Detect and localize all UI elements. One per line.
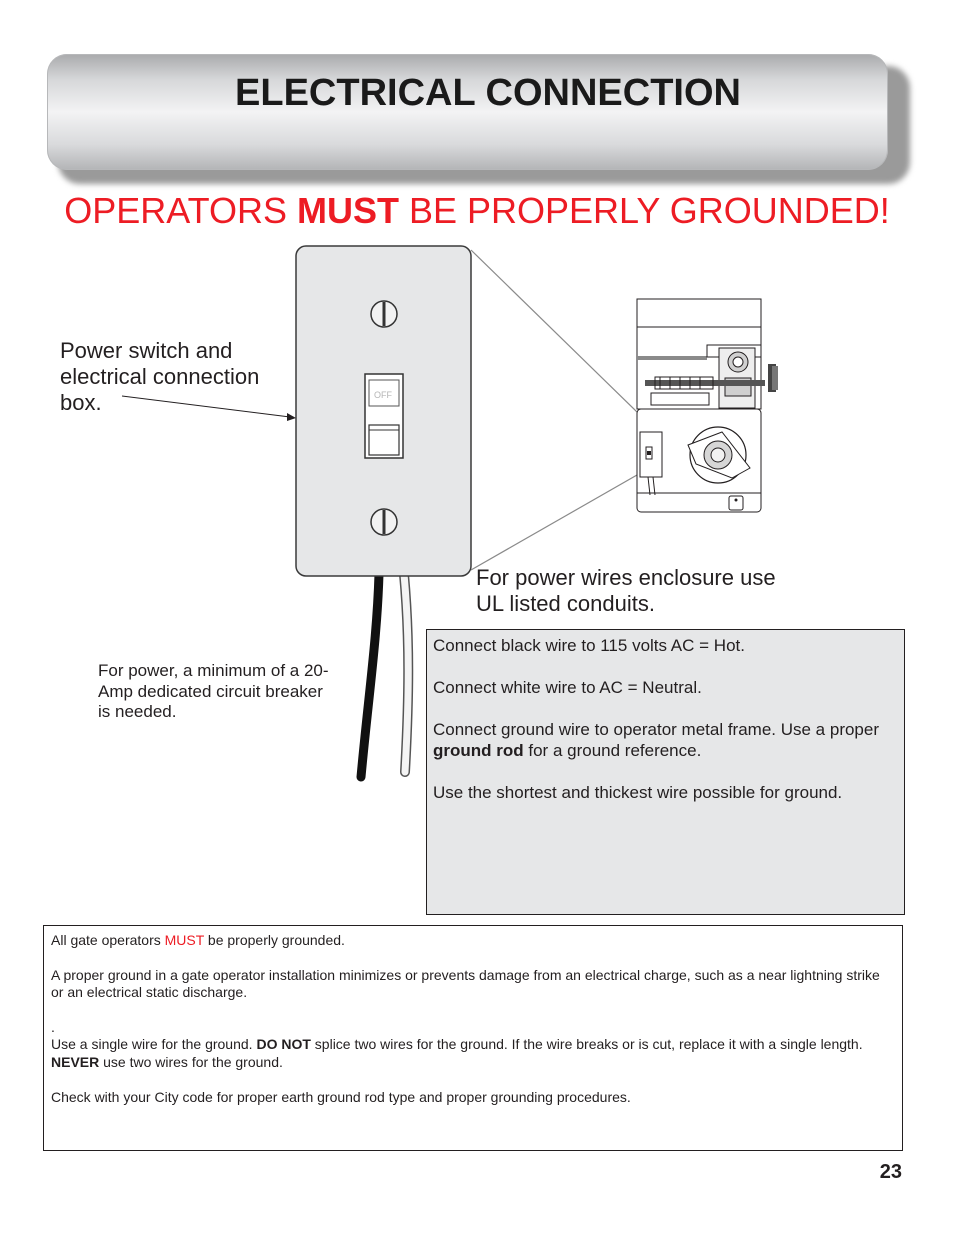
switch-box-label: Power switch and electrical connection box. xyxy=(60,338,260,415)
wire-instruction-ground xyxy=(433,719,898,761)
grounding-note-1 xyxy=(51,932,895,949)
grounding-note-4: Check with your City code for proper earth ground rod type and proper grounding procedures. xyxy=(51,1088,631,1105)
ground-text-after: for a ground reference. xyxy=(523,741,702,760)
black-wire xyxy=(361,574,379,777)
zoom-line-top xyxy=(471,250,637,412)
screw-top xyxy=(371,301,397,327)
note3-do-not: DO NOT xyxy=(256,1036,311,1053)
wire-instruction-hot: Connect black wire to 115 volts AC = Hot. xyxy=(433,636,745,655)
switch-off-text: OFF xyxy=(374,390,392,400)
gate-operator-unit xyxy=(637,299,778,512)
wire-instructions-box xyxy=(426,629,905,915)
grounding-note-3 xyxy=(51,1036,895,1071)
note1-after: be properly grounded. xyxy=(204,932,345,948)
page-title: ELECTRICAL CONNECTION xyxy=(235,72,741,114)
note1-before: All gate operators xyxy=(51,932,165,948)
ground-rod-emphasis: ground rod xyxy=(433,741,524,760)
toggle-switch xyxy=(365,374,403,458)
note3-a: Use a single wire for the ground. xyxy=(51,1036,257,1053)
wire-instruction-neutral: Connect white wire to AC = Neutral. xyxy=(433,678,702,697)
grounding-notes-box xyxy=(43,925,903,1151)
ground-text-before: Connect ground wire to operator metal frame. Use a proper xyxy=(433,720,880,739)
screw-bottom xyxy=(371,509,397,535)
note3-c: use two wires for the ground. xyxy=(99,1053,283,1070)
zoom-line-bottom xyxy=(471,475,637,570)
wire-instruction-shortest: Use the shortest and thickest wire possible for ground. xyxy=(433,783,843,802)
conduit-label: For power wires enclosure use UL listed conduits. xyxy=(476,565,776,616)
warning-text-before: OPERATORS xyxy=(64,190,297,231)
note1-must: MUST xyxy=(164,932,205,948)
note3-never: NEVER xyxy=(51,1053,100,1070)
warning-emphasis: MUST xyxy=(296,190,399,231)
page-number: 23 xyxy=(879,1161,902,1183)
warning-text-after: BE PROPERLY GROUNDED! xyxy=(398,190,890,231)
grounding-note-dot: . xyxy=(51,1019,55,1035)
note3-b: splice two wires for the ground. If the wire breaks or is cut, replace it with a single length. xyxy=(310,1036,863,1053)
circuit-breaker-note: For power, a minimum of a 20-Amp dedicated circuit breaker is needed. xyxy=(98,661,329,721)
grounding-note-2: A proper ground in a gate operator installation minimizes or prevents damage from an electrical charge, such as a near lightning strike or an electrical static discharge. xyxy=(51,966,880,1001)
